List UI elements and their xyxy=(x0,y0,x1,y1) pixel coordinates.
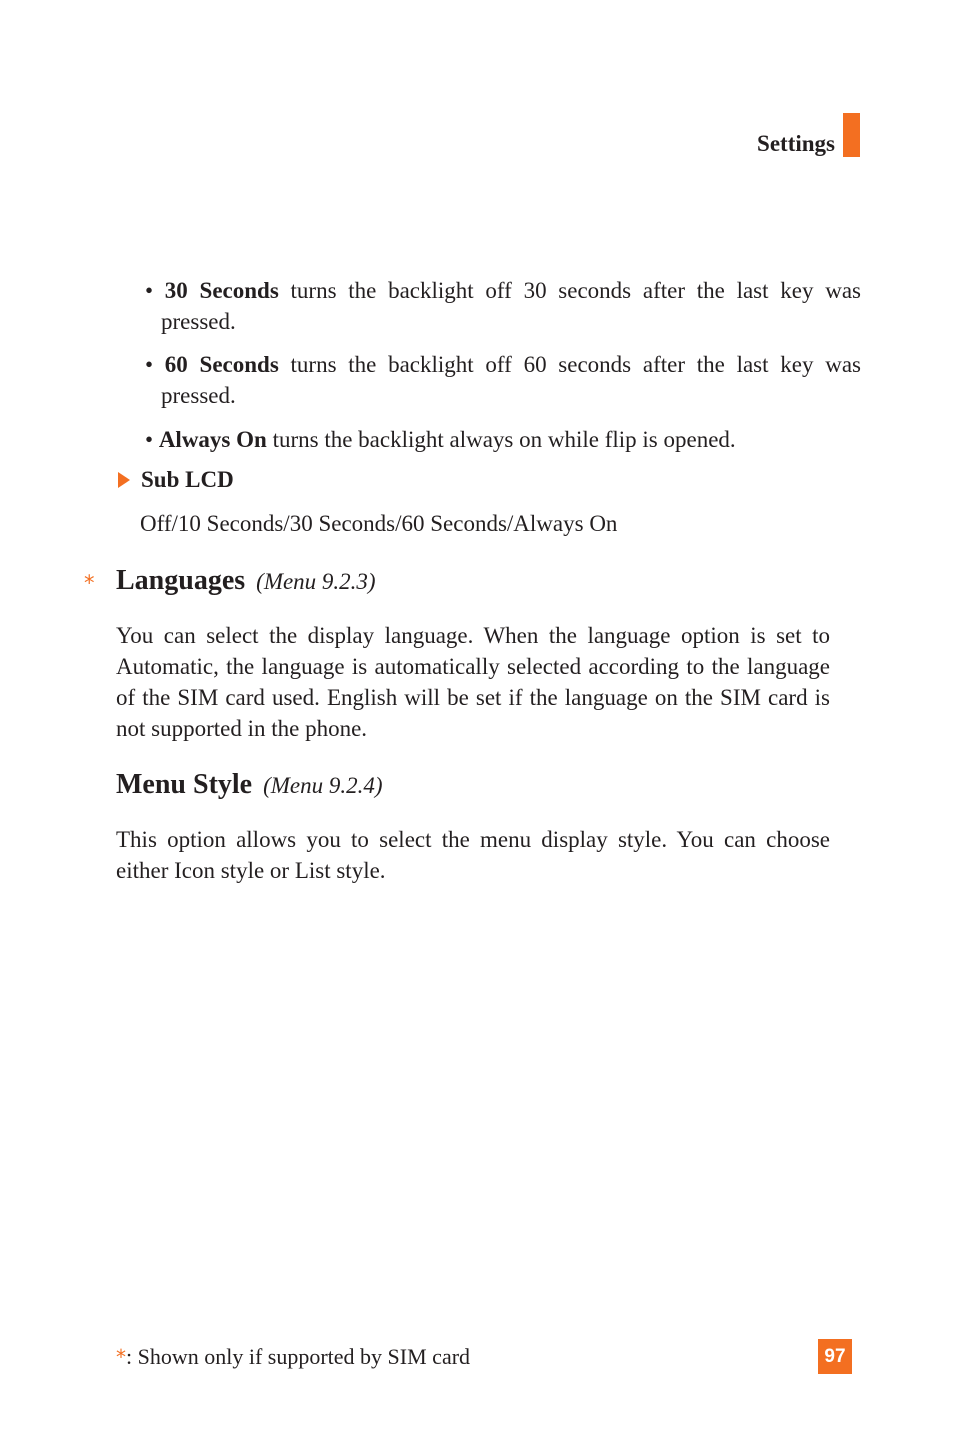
footnote-asterisk-icon: * xyxy=(116,1345,126,1369)
header-tab xyxy=(843,113,860,157)
menu-style-heading xyxy=(116,769,383,801)
bullet-text: turns the backlight off 30 seconds after the last key was pressed. xyxy=(161,278,861,334)
sub-lcd-options: Off/10 Seconds/30 Seconds/60 Seconds/Always On xyxy=(140,511,618,536)
triangle-right-icon xyxy=(118,472,130,488)
menu-style-menu-ref: (Menu 9.2.4) xyxy=(263,773,383,798)
bullet-30-seconds: • 30 Seconds turns the backlight off 30 seconds after the last key was pressed. xyxy=(145,278,861,334)
footnote xyxy=(116,1344,470,1370)
bullet-term: Always On xyxy=(158,427,267,452)
bullet-text: turns the backlight always on while flip is opened. xyxy=(266,427,736,452)
sub-lcd-heading xyxy=(118,467,234,493)
bullet-term: 60 Seconds xyxy=(164,352,279,377)
languages-menu-ref: (Menu 9.2.3) xyxy=(256,569,376,594)
bullet-always-on: • Always On turns the backlight always on while flip is opened. xyxy=(145,427,736,452)
bullet-60-seconds: • 60 Seconds turns the backlight off 60 seconds after the last key was pressed. xyxy=(145,352,861,408)
page-number: 97 xyxy=(818,1339,852,1374)
bullet-term: 30 Seconds xyxy=(164,278,279,303)
footnote-text: : Shown only if supported by SIM card xyxy=(126,1344,471,1369)
menu-style-title: Menu Style xyxy=(116,769,253,800)
header-title: Settings xyxy=(757,131,835,156)
sub-lcd-title: Sub LCD xyxy=(141,467,234,492)
languages-heading xyxy=(116,565,376,597)
sim-asterisk-icon: * xyxy=(84,571,95,595)
languages-title: Languages xyxy=(116,565,246,596)
bullet-text: turns the backlight off 60 seconds after the last key was pressed. xyxy=(161,352,861,408)
languages-body: You can select the display language. When the language option is set to Automatic, the language is automatically selected according to the language of the SIM card used. English will be set if the language on the SIM card is not supported in the phone. xyxy=(116,623,830,741)
menu-style-body: This option allows you to select the menu display style. You can choose either Icon style or List style. xyxy=(116,827,830,883)
